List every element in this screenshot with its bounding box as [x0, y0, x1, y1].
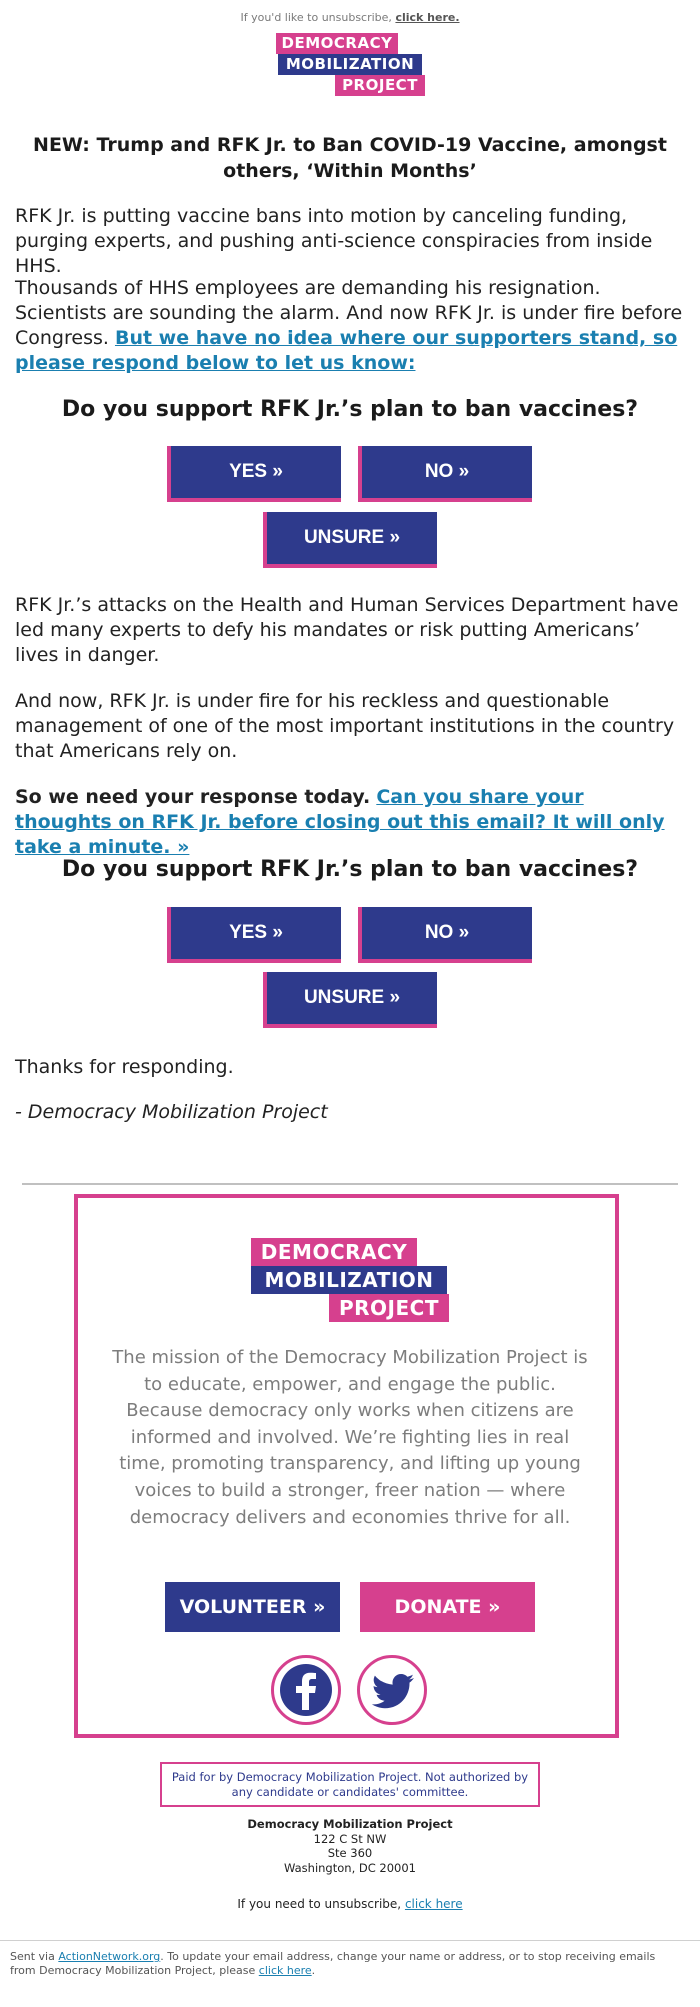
address-line-2: Ste 360 [327, 1846, 373, 1860]
header-logo [275, 32, 425, 97]
sent-via-end: . [311, 1964, 316, 1977]
donate-button[interactable]: DONATE » [360, 1582, 535, 1632]
body-paragraph-2-text: Thousands of HHS employees are demanding his resignation. Scientists are sounding the alarm. And now RFK Jr. is under fire before Congress. [15, 277, 683, 349]
twitter-icon [364, 1662, 420, 1718]
top-unsubscribe-text: If you'd like to unsubscribe, [240, 11, 392, 24]
poll-2-no-button[interactable]: NO » [358, 907, 532, 963]
update-preferences-link[interactable]: click here [258, 1964, 312, 1977]
address-line-3: Washington, DC 20001 [283, 1860, 416, 1875]
poll-1-no-button[interactable]: NO » [358, 446, 532, 502]
sent-via-notice [10, 1950, 680, 1978]
mission-statement: The mission of the Democracy Mobilization Project is to educate, empower, and engage the public. Because democracy only works when citizens are informed and involved. We’re fighting lies in real time, promoting transparency, and lifting up young voices to build a stronger, freer nation — where democracy delivers and economies thrive for all. [112, 1347, 588, 1528]
poll-1-unsure-button[interactable]: UNSURE » [263, 512, 437, 568]
poll-2-yes-button[interactable]: YES » [167, 907, 341, 963]
body-paragraph-5-text: So we need your response today. [15, 786, 371, 808]
thanks-text: Thanks for responding. [15, 1056, 234, 1078]
poll-question-2: Do you support RFK Jr.’s plan to ban vaccines? [61, 857, 639, 882]
facebook-link[interactable] [271, 1655, 341, 1725]
logo-line-project: PROJECT [335, 75, 425, 96]
twitter-link[interactable] [357, 1655, 427, 1725]
actionnetwork-link[interactable]: ActionNetwork.org [58, 1950, 161, 1963]
bottom-unsubscribe-notice [0, 1897, 700, 1911]
sent-via-prefix: Sent via [10, 1950, 55, 1963]
sent-via-text: . To update your email address, change your name or address, or to stop receiving emails from Democracy Mobilization Project, please [10, 1950, 656, 1977]
body-paragraph-3: RFK Jr.’s attacks on the Health and Human Services Department have led many experts to defy his mandates or risk putting Americans’ lives in danger. [15, 594, 679, 666]
address-line-1: 122 C St NW [313, 1831, 387, 1846]
body-paragraph-4: And now, RFK Jr. is under fire for his reckless and questionable management of one of the most important institutions in the country that Americans rely on. [15, 690, 675, 762]
mailing-address [0, 1817, 700, 1875]
bottom-unsubscribe-link[interactable]: click here [404, 1897, 463, 1911]
bottom-unsubscribe-text: If you need to unsubscribe, [237, 1897, 402, 1911]
sent-via-divider [0, 1940, 700, 1941]
logo-line-mobilization: MOBILIZATION [278, 54, 422, 75]
email-headline: NEW: Trump and RFK Jr. to Ban COVID-19 Vaccine, amongst others, ‘Within Months’ [33, 134, 667, 182]
respond-below-link[interactable]: But we have no idea where our supporters stand, so please respond below to let us know: [15, 327, 678, 374]
body-paragraph-2 [15, 276, 685, 376]
poll-2-unsure-button[interactable]: UNSURE » [263, 972, 437, 1028]
address-org-name: Democracy Mobilization Project [247, 1817, 453, 1831]
body-paragraph-5 [15, 785, 685, 860]
top-unsubscribe-link[interactable]: click here. [395, 11, 460, 24]
top-unsubscribe-notice [0, 11, 700, 24]
footer-divider [22, 1183, 678, 1185]
footer-logo-line-democracy: DEMOCRACY [251, 1238, 417, 1266]
footer-logo-line-mobilization: MOBILIZATION [251, 1266, 447, 1294]
volunteer-button[interactable]: VOLUNTEER » [165, 1582, 340, 1632]
footer-logo-line-project: PROJECT [329, 1294, 449, 1322]
footer-logo [249, 1238, 451, 1323]
paid-for-disclaimer: Paid for by Democracy Mobilization Project. Not authorized by any candidate or candidates' committee. [160, 1762, 540, 1807]
signoff-text: - Democracy Mobilization Project [15, 1101, 328, 1123]
poll-question-1: Do you support RFK Jr.’s plan to ban vaccines? [61, 397, 639, 422]
facebook-icon [278, 1662, 334, 1718]
poll-1-yes-button[interactable]: YES » [167, 446, 341, 502]
share-thoughts-link[interactable]: Can you share your thoughts on RFK Jr. before closing out this email? It will only take a minute. » [15, 786, 665, 858]
body-paragraph-1: RFK Jr. is putting vaccine bans into motion by canceling funding, purging experts, and pushing anti-science conspiracies from inside HHS. [15, 205, 653, 277]
logo-line-democracy: DEMOCRACY [276, 33, 398, 54]
